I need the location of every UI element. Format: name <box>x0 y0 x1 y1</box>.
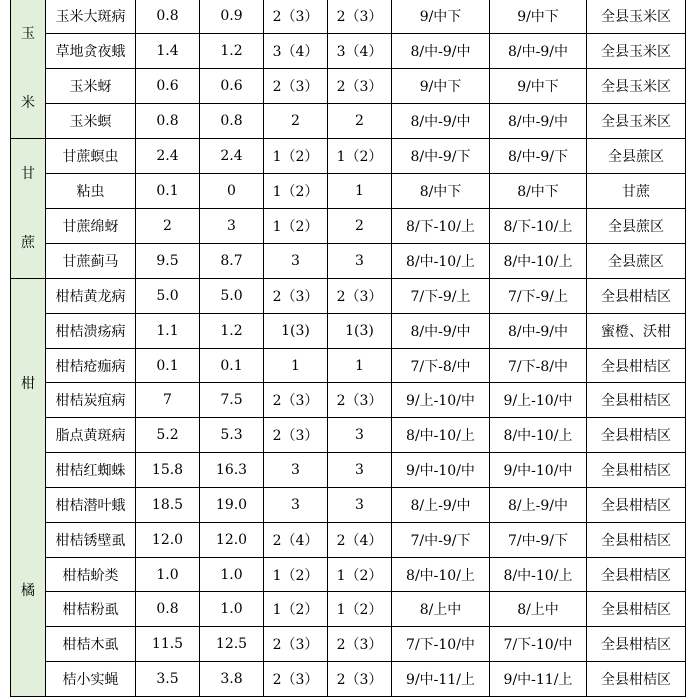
level-b-cell[interactable]: 2（3） <box>328 279 392 314</box>
level-a-cell[interactable]: 3 <box>264 244 328 279</box>
table-row <box>11 592 686 627</box>
level-a-cell[interactable]: 1（2） <box>264 592 328 627</box>
table-row <box>11 522 686 557</box>
area-cell[interactable]: 全县柑桔区 <box>587 453 686 488</box>
value-b-cell[interactable]: 1.0 <box>200 557 264 592</box>
period-a-cell[interactable]: 8/中-9/中 <box>392 104 490 139</box>
crop-label-char: 柑 <box>21 375 35 392</box>
level-b-cell[interactable]: 3 <box>328 244 392 279</box>
level-a-cell[interactable]: 1(3) <box>264 313 328 348</box>
value-b-cell[interactable]: 16.3 <box>200 453 264 488</box>
table-row <box>11 279 686 314</box>
level-a-cell[interactable]: 1（2） <box>264 174 328 209</box>
value-b-cell[interactable]: 0.8 <box>200 104 264 139</box>
value-b-cell[interactable]: 5.0 <box>200 279 264 314</box>
period-b-cell[interactable]: 8/上中 <box>490 592 587 627</box>
area-cell[interactable]: 全县玉米区 <box>587 0 686 34</box>
level-a-cell[interactable]: 3 <box>264 487 328 522</box>
level-a-cell[interactable]: 3 <box>264 453 328 488</box>
period-a-cell[interactable]: 8/上-9/中 <box>392 487 490 522</box>
value-a-cell[interactable]: 0.6 <box>136 69 200 104</box>
period-a-cell[interactable]: 9/中下 <box>392 0 490 34</box>
period-b-cell[interactable]: 8/中下 <box>490 174 587 209</box>
area-cell[interactable]: 全县柑桔区 <box>587 418 686 453</box>
level-b-cell[interactable]: 2（3） <box>328 627 392 662</box>
table-row <box>11 104 686 139</box>
period-b-cell[interactable]: 9/上-10/中 <box>490 383 587 418</box>
area-cell[interactable]: 全县柑桔区 <box>587 592 686 627</box>
level-b-cell[interactable]: 2（3） <box>328 0 392 34</box>
period-a-cell[interactable]: 8/上中 <box>392 592 490 627</box>
value-a-cell[interactable]: 5.2 <box>136 418 200 453</box>
table-row <box>11 209 686 244</box>
table-row <box>11 662 686 697</box>
period-b-cell[interactable]: 8/上-9/中 <box>490 487 587 522</box>
period-a-cell[interactable]: 7/中-9/下 <box>392 522 490 557</box>
level-b-cell[interactable]: 3（4） <box>328 34 392 69</box>
area-cell[interactable]: 全县柑桔区 <box>587 662 686 697</box>
period-b-cell[interactable]: 9/中-11/上 <box>490 662 587 697</box>
pest-name-cell[interactable]: 柑桔粉虱 <box>46 592 136 627</box>
crop-label-char: 蔗 <box>21 234 35 251</box>
period-a-cell[interactable]: 8/中-9/中 <box>392 34 490 69</box>
period-a-cell[interactable]: 8/中下 <box>392 174 490 209</box>
period-b-cell[interactable]: 7/下-10/中 <box>490 627 587 662</box>
table-row <box>11 139 686 174</box>
value-b-cell[interactable]: 1.0 <box>200 592 264 627</box>
value-b-cell[interactable]: 0.1 <box>200 348 264 383</box>
period-b-cell[interactable]: 8/下-10/上 <box>490 209 587 244</box>
pest-name-cell[interactable]: 柑桔锈壁虱 <box>46 522 136 557</box>
level-b-cell[interactable]: 2（4） <box>328 522 392 557</box>
table-row <box>11 453 686 488</box>
level-b-cell[interactable]: 3 <box>328 418 392 453</box>
pest-name-cell[interactable]: 甘蔗螟虫 <box>46 139 136 174</box>
period-b-cell[interactable]: 8/中-10/上 <box>490 244 587 279</box>
level-a-cell[interactable]: 2 <box>264 104 328 139</box>
pest-name-cell[interactable]: 玉米螟 <box>46 104 136 139</box>
level-b-cell[interactable]: 3 <box>328 487 392 522</box>
area-cell[interactable]: 全县柑桔区 <box>587 557 686 592</box>
period-a-cell[interactable]: 8/中-9/下 <box>392 139 490 174</box>
period-b-cell[interactable]: 7/下-9/上 <box>490 279 587 314</box>
pest-name-cell[interactable]: 玉米蚜 <box>46 69 136 104</box>
crop-label-char: 橘 <box>21 583 35 600</box>
table-row <box>11 69 686 104</box>
level-b-cell[interactable]: 2（3） <box>328 383 392 418</box>
level-a-cell[interactable]: 2（3） <box>264 418 328 453</box>
area-cell[interactable]: 全县柑桔区 <box>587 348 686 383</box>
period-a-cell[interactable]: 9/中-10/中 <box>392 453 490 488</box>
period-a-cell[interactable]: 9/中-11/上 <box>392 662 490 697</box>
crop-group-cell[interactable] <box>11 279 46 697</box>
level-a-cell[interactable]: 2（3） <box>264 383 328 418</box>
area-cell[interactable]: 全县柑桔区 <box>587 627 686 662</box>
pest-name-cell[interactable]: 柑桔溃疡病 <box>46 313 136 348</box>
area-cell[interactable]: 全县柑桔区 <box>587 487 686 522</box>
level-a-cell[interactable]: 2（3） <box>264 662 328 697</box>
value-b-cell[interactable]: 7.5 <box>200 383 264 418</box>
value-a-cell[interactable]: 0.8 <box>136 592 200 627</box>
period-b-cell[interactable]: 9/中下 <box>490 69 587 104</box>
pest-name-cell[interactable]: 柑桔黄龙病 <box>46 279 136 314</box>
period-a-cell[interactable]: 8/下-10/上 <box>392 209 490 244</box>
table-row <box>11 418 686 453</box>
level-a-cell[interactable]: 2（3） <box>264 69 328 104</box>
level-b-cell[interactable]: 1（2） <box>328 592 392 627</box>
value-a-cell[interactable]: 9.5 <box>136 244 200 279</box>
period-b-cell[interactable]: 8/中-10/上 <box>490 557 587 592</box>
period-b-cell[interactable]: 7/中-9/下 <box>490 522 587 557</box>
value-b-cell[interactable]: 3.8 <box>200 662 264 697</box>
value-a-cell[interactable]: 3.5 <box>136 662 200 697</box>
area-cell[interactable]: 全县蔗区 <box>587 139 686 174</box>
level-a-cell[interactable]: 1（2） <box>264 209 328 244</box>
value-a-cell[interactable]: 0.8 <box>136 104 200 139</box>
period-b-cell[interactable]: 7/下-8/中 <box>490 348 587 383</box>
value-a-cell[interactable]: 7 <box>136 383 200 418</box>
pest-name-cell[interactable]: 柑桔木虱 <box>46 627 136 662</box>
level-b-cell[interactable]: 2 <box>328 209 392 244</box>
value-a-cell[interactable]: 1.4 <box>136 34 200 69</box>
value-a-cell[interactable]: 18.5 <box>136 487 200 522</box>
pest-name-cell[interactable]: 草地贪夜蛾 <box>46 34 136 69</box>
area-cell[interactable]: 全县玉米区 <box>587 104 686 139</box>
level-b-cell[interactable]: 1(3) <box>328 313 392 348</box>
value-b-cell[interactable]: 19.0 <box>200 487 264 522</box>
level-a-cell[interactable]: 2（4） <box>264 522 328 557</box>
level-a-cell[interactable]: 3（4） <box>264 34 328 69</box>
value-b-cell[interactable]: 5.3 <box>200 418 264 453</box>
crop-label-char: 甘 <box>21 166 35 183</box>
value-a-cell[interactable]: 0.1 <box>136 174 200 209</box>
table-row <box>11 487 686 522</box>
value-a-cell[interactable]: 2 <box>136 209 200 244</box>
pest-name-cell[interactable]: 玉米大斑病 <box>46 0 136 34</box>
level-a-cell[interactable]: 2（3） <box>264 627 328 662</box>
pest-name-cell[interactable]: 甘蔗蓟马 <box>46 244 136 279</box>
value-a-cell[interactable]: 2.4 <box>136 139 200 174</box>
crop-label-char: 米 <box>21 94 35 111</box>
level-a-cell[interactable]: 1（2） <box>264 139 328 174</box>
value-a-cell[interactable]: 1.0 <box>136 557 200 592</box>
table-row <box>11 244 686 279</box>
value-a-cell[interactable]: 12.0 <box>136 522 200 557</box>
level-a-cell[interactable]: 2（3） <box>264 279 328 314</box>
level-a-cell[interactable]: 1（2） <box>264 557 328 592</box>
value-a-cell[interactable]: 15.8 <box>136 453 200 488</box>
level-a-cell[interactable]: 1 <box>264 348 328 383</box>
value-b-cell[interactable]: 0.9 <box>200 0 264 34</box>
period-b-cell[interactable]: 8/中-10/上 <box>490 418 587 453</box>
pest-name-cell[interactable]: 柑桔炭疽病 <box>46 383 136 418</box>
pest-name-cell[interactable]: 甘蔗绵蚜 <box>46 209 136 244</box>
value-a-cell[interactable]: 0.8 <box>136 0 200 34</box>
table-row <box>11 348 686 383</box>
period-a-cell[interactable]: 8/中-10/上 <box>392 557 490 592</box>
period-a-cell[interactable]: 8/中-10/上 <box>392 244 490 279</box>
level-b-cell[interactable]: 1（2） <box>328 557 392 592</box>
value-b-cell[interactable]: 0 <box>200 174 264 209</box>
pest-name-cell[interactable]: 脂点黄斑病 <box>46 418 136 453</box>
period-b-cell[interactable]: 8/中-9/下 <box>490 139 587 174</box>
area-cell[interactable]: 甘蔗 <box>587 174 686 209</box>
level-b-cell[interactable]: 1 <box>328 348 392 383</box>
value-b-cell[interactable]: 3 <box>200 209 264 244</box>
table-row <box>11 627 686 662</box>
period-a-cell[interactable]: 8/中-9/中 <box>392 313 490 348</box>
area-cell[interactable]: 全县柑桔区 <box>587 383 686 418</box>
table-row <box>11 557 686 592</box>
crop-group-cell[interactable] <box>11 139 46 279</box>
pest-name-cell[interactable]: 柑桔潜叶蛾 <box>46 487 136 522</box>
value-a-cell[interactable]: 1.1 <box>136 313 200 348</box>
period-a-cell[interactable]: 7/下-8/中 <box>392 348 490 383</box>
area-cell[interactable]: 全县柑桔区 <box>587 522 686 557</box>
crop-label-char: 玉 <box>21 26 35 43</box>
pest-name-cell[interactable]: 柑桔蚧类 <box>46 557 136 592</box>
value-b-cell[interactable]: 12.0 <box>200 522 264 557</box>
pest-name-cell[interactable]: 粘虫 <box>46 174 136 209</box>
period-b-cell[interactable]: 9/中下 <box>490 0 587 34</box>
period-b-cell[interactable]: 9/中-10/中 <box>490 453 587 488</box>
value-b-cell[interactable]: 8.7 <box>200 244 264 279</box>
area-cell[interactable]: 全县玉米区 <box>587 34 686 69</box>
period-b-cell[interactable]: 8/中-9/中 <box>490 313 587 348</box>
area-cell[interactable]: 全县柑桔区 <box>587 279 686 314</box>
period-a-cell[interactable]: 9/上-10/中 <box>392 383 490 418</box>
period-a-cell[interactable]: 7/下-10/中 <box>392 627 490 662</box>
table-row <box>11 383 686 418</box>
period-a-cell[interactable]: 9/中下 <box>392 69 490 104</box>
level-b-cell[interactable]: 1（2） <box>328 139 392 174</box>
period-a-cell[interactable]: 7/下-9/上 <box>392 279 490 314</box>
value-a-cell[interactable]: 0.1 <box>136 348 200 383</box>
table-row <box>11 0 686 34</box>
level-b-cell[interactable]: 2（3） <box>328 662 392 697</box>
value-b-cell[interactable]: 1.2 <box>200 313 264 348</box>
pest-name-cell[interactable]: 柑桔疮痂病 <box>46 348 136 383</box>
table-row <box>11 174 686 209</box>
value-a-cell[interactable]: 5.0 <box>136 279 200 314</box>
level-a-cell[interactable]: 2（3） <box>264 0 328 34</box>
pest-name-cell[interactable]: 柑桔红蜘蛛 <box>46 453 136 488</box>
pest-forecast-table <box>10 0 686 697</box>
value-a-cell[interactable]: 11.5 <box>136 627 200 662</box>
level-b-cell[interactable]: 2 <box>328 104 392 139</box>
value-b-cell[interactable]: 12.5 <box>200 627 264 662</box>
value-b-cell[interactable]: 2.4 <box>200 139 264 174</box>
value-b-cell[interactable]: 0.6 <box>200 69 264 104</box>
value-b-cell[interactable]: 1.2 <box>200 34 264 69</box>
area-cell[interactable]: 全县蔗区 <box>587 244 686 279</box>
table-row <box>11 34 686 69</box>
level-b-cell[interactable]: 1 <box>328 174 392 209</box>
level-b-cell[interactable]: 3 <box>328 453 392 488</box>
area-cell[interactable]: 全县蔗区 <box>587 209 686 244</box>
area-cell[interactable]: 蜜橙、沃柑 <box>587 313 686 348</box>
period-b-cell[interactable]: 8/中-9/中 <box>490 34 587 69</box>
period-b-cell[interactable]: 8/中-9/中 <box>490 104 587 139</box>
period-a-cell[interactable]: 8/中-10/上 <box>392 418 490 453</box>
crop-group-cell[interactable] <box>11 0 46 139</box>
pest-name-cell[interactable]: 桔小实蝇 <box>46 662 136 697</box>
table-row <box>11 313 686 348</box>
level-b-cell[interactable]: 2（3） <box>328 69 392 104</box>
area-cell[interactable]: 全县玉米区 <box>587 69 686 104</box>
